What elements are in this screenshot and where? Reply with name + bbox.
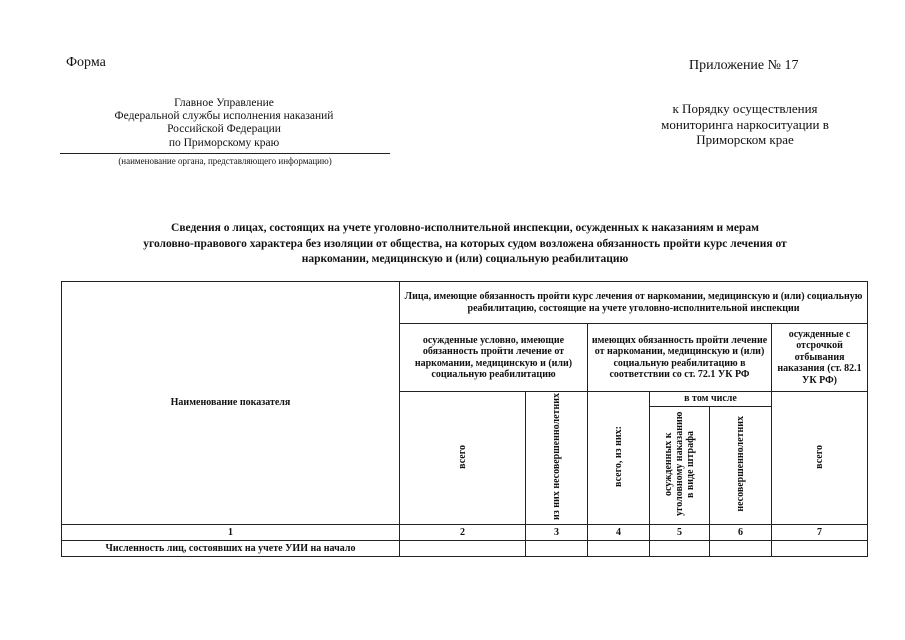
- column-number: 1: [62, 525, 400, 541]
- col-minors-label: несовершеннолетних: [734, 415, 746, 512]
- col-convicted-fine-label: осужденных к уголовному наказанию в виде штрафа: [663, 411, 696, 516]
- col-total-7-label: всего: [813, 444, 825, 469]
- column-number: 2: [400, 525, 526, 541]
- table-cell[interactable]: [650, 541, 710, 557]
- column-number: 6: [710, 525, 772, 541]
- col-total-of-them-header: [588, 392, 650, 525]
- column-number: 3: [526, 525, 588, 541]
- procedure-line: к Порядку осуществления: [672, 101, 818, 116]
- col-minors-header: [710, 406, 772, 525]
- row-label: Численность лиц, состоявших на учете УИИ на начало: [62, 541, 400, 557]
- col-total-7-header: [772, 392, 868, 525]
- organization-line: Федеральной службы исполнения наказаний: [114, 110, 334, 123]
- indicator-header: Наименование показателя: [62, 282, 400, 525]
- sub-header-article-72: имеющих обязанность пройти лечение от наркомании, медицинскую и (или) социальную реабилитацию в соответствии со ст. 72.1 УК РФ: [588, 324, 772, 392]
- table-cell[interactable]: [710, 541, 772, 557]
- col-total-label: всего: [456, 444, 468, 469]
- form-label: Форма: [66, 55, 106, 70]
- organization-line: Главное Управление: [174, 97, 274, 109]
- appendix-label: Приложение № 17: [689, 58, 799, 73]
- report-table: [61, 281, 868, 557]
- col-minors-of-them-label: из них несовершеннолетних: [550, 393, 562, 520]
- col-total-of-them-label: всего, из них:: [612, 426, 624, 487]
- table-cell[interactable]: [588, 541, 650, 557]
- including-header: в том числе: [650, 392, 772, 407]
- table-row: [62, 541, 868, 557]
- organization-caption: (наименование органа, представляющего информацию): [118, 156, 332, 166]
- column-number: 5: [650, 525, 710, 541]
- organization-name: [95, 97, 353, 150]
- column-number: 7: [772, 525, 868, 541]
- sub-header-conditional: осужденные условно, имеющие обязанность пройти лечение от наркомании, медицинскую и (или) социальную реабилитацию: [400, 324, 588, 392]
- organization-line: Российской Федерации: [167, 123, 281, 136]
- organization-underline: [60, 153, 390, 154]
- organization-line: по Приморскому краю: [168, 136, 280, 149]
- table-cell[interactable]: [772, 541, 868, 557]
- col-convicted-fine-header: [650, 406, 710, 525]
- col-total-header: [400, 392, 526, 525]
- title-line: наркомании, медицинскую и (или) социальную реабилитацию: [301, 253, 629, 265]
- procedure-reference: [640, 101, 850, 148]
- col-minors-of-them-header: [526, 392, 588, 525]
- title-line: уголовно-правового характера без изоляции от общества, на которых судом возложена обязанность пройти курс лечения от: [143, 237, 787, 250]
- procedure-line: Приморском крае: [696, 132, 794, 147]
- group-header: Лица, имеющие обязанность пройти курс лечения от наркомании, медицинскую и (или) социальную реабилитацию, состоящие на учете уголовно-исполнительной инспекции: [400, 282, 868, 324]
- table-cell[interactable]: [526, 541, 588, 557]
- table-cell[interactable]: [400, 541, 526, 557]
- title-line: Сведения о лицах, состоящих на учете уголовно-исполнительной инспекции, осужденных к наказаниям и мерам: [171, 222, 759, 234]
- document-title: [95, 221, 835, 268]
- sub-header-deferment: осужденные с отсрочкой отбывания наказания (ст. 82.1 УК РФ): [772, 324, 868, 392]
- procedure-line: мониторинга наркоситуации в: [661, 116, 829, 132]
- column-number: 4: [588, 525, 650, 541]
